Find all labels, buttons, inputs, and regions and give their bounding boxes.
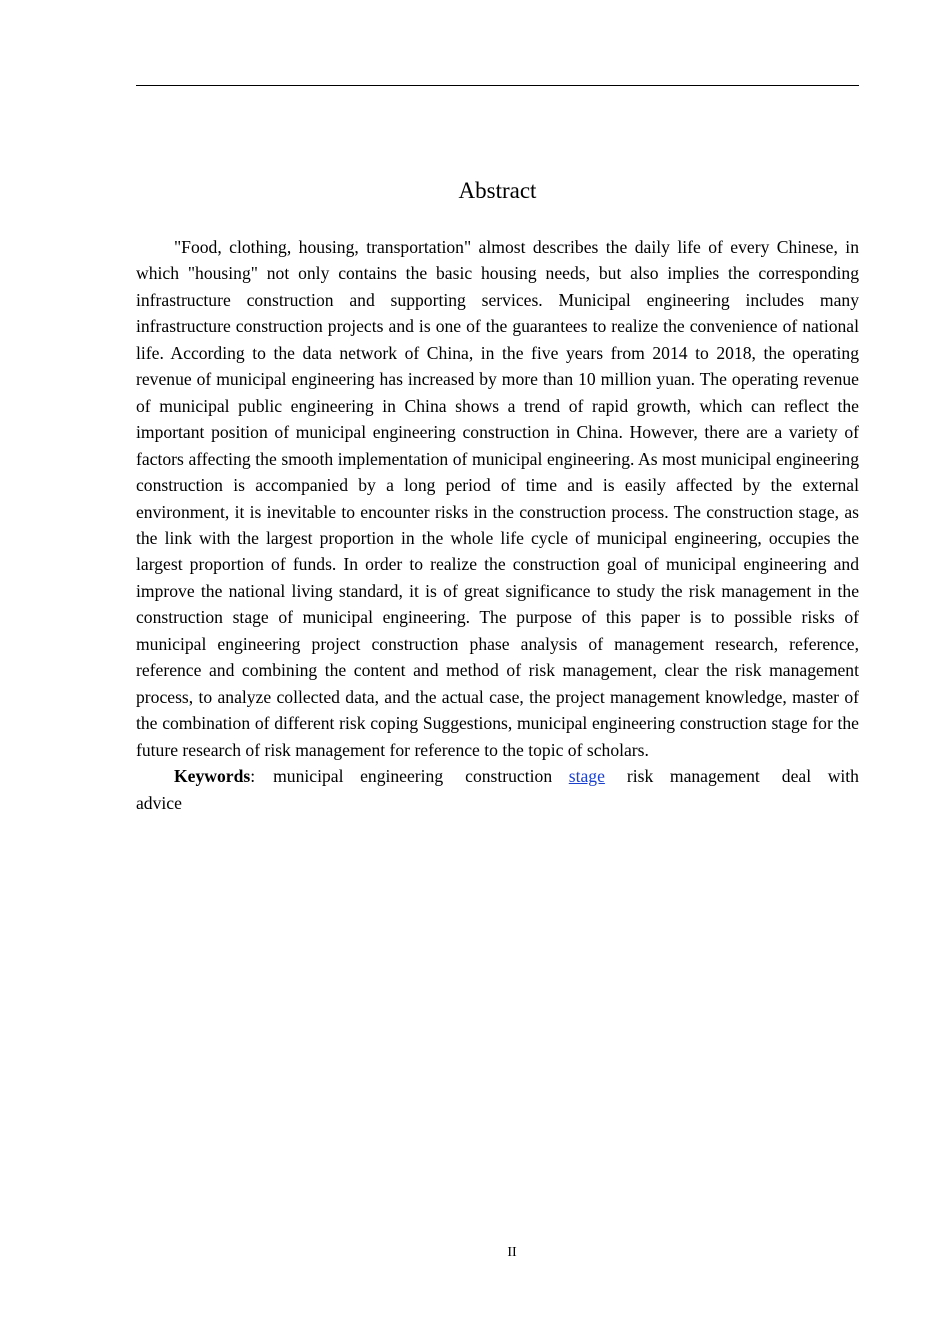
- keyword-item: risk management: [626, 766, 760, 787]
- page-title: Abstract: [458, 178, 537, 203]
- keywords-separator: :: [250, 766, 256, 787]
- abstract-paragraph: "Food, clothing, housing, transportation" almost describes the daily life of every Chinese, in which "housing" not only contains the basic housing needs, but also implies the corresponding infrastructure construction and supporting services. Municipal engineering includes many infrastructure construction projects and is one of the guarantees to realize the convenience of national life. According to the data network of China, in the five years from 2014 to 2018, the operating revenue of municipal engineering has increased by more than 10 million yuan. The operating revenue of municipal public engineering in China shows a trend of rapid growth, which can reflect the important position of municipal engineering construction in China. However, there are a variety of factors affecting the smooth implementation of municipal engineering. As most municipal engineering construction is accompanied by a long period of time and is easily affected by the external environment, it is inevitable to encounter risks in the construction process. The construction stage, as the link with the largest proportion in the whole life cycle of municipal engineering, occupies the largest proportion of funds. In order to realize the construction goal of municipal engineering and improve the national living standard, it is of great significance to study the risk management in the construction stage of municipal engineering. The purpose of this paper is to possible risks of municipal engineering project construction phase analysis of management research, reference, reference and combining the content and method of risk management, clear the risk management process, to analyze collected data, and the actual case, the project management knowledge, master of the combination of different risk coping Suggestions, municipal engineering construction stage for the future research of risk management for reference to the topic of scholars.: [136, 237, 859, 760]
- abstract-body: [136, 234, 859, 816]
- keyword-item: construction: [465, 766, 553, 787]
- keyword-item: municipal engineering: [273, 766, 444, 787]
- header-rule: [136, 85, 859, 86]
- page-number: II: [507, 1245, 517, 1260]
- keywords-label: Keywords: [174, 766, 251, 787]
- keyword-item: deal with advice: [136, 766, 859, 813]
- keywords-line: [136, 763, 859, 816]
- keyword-link-stage[interactable]: stage: [568, 766, 605, 787]
